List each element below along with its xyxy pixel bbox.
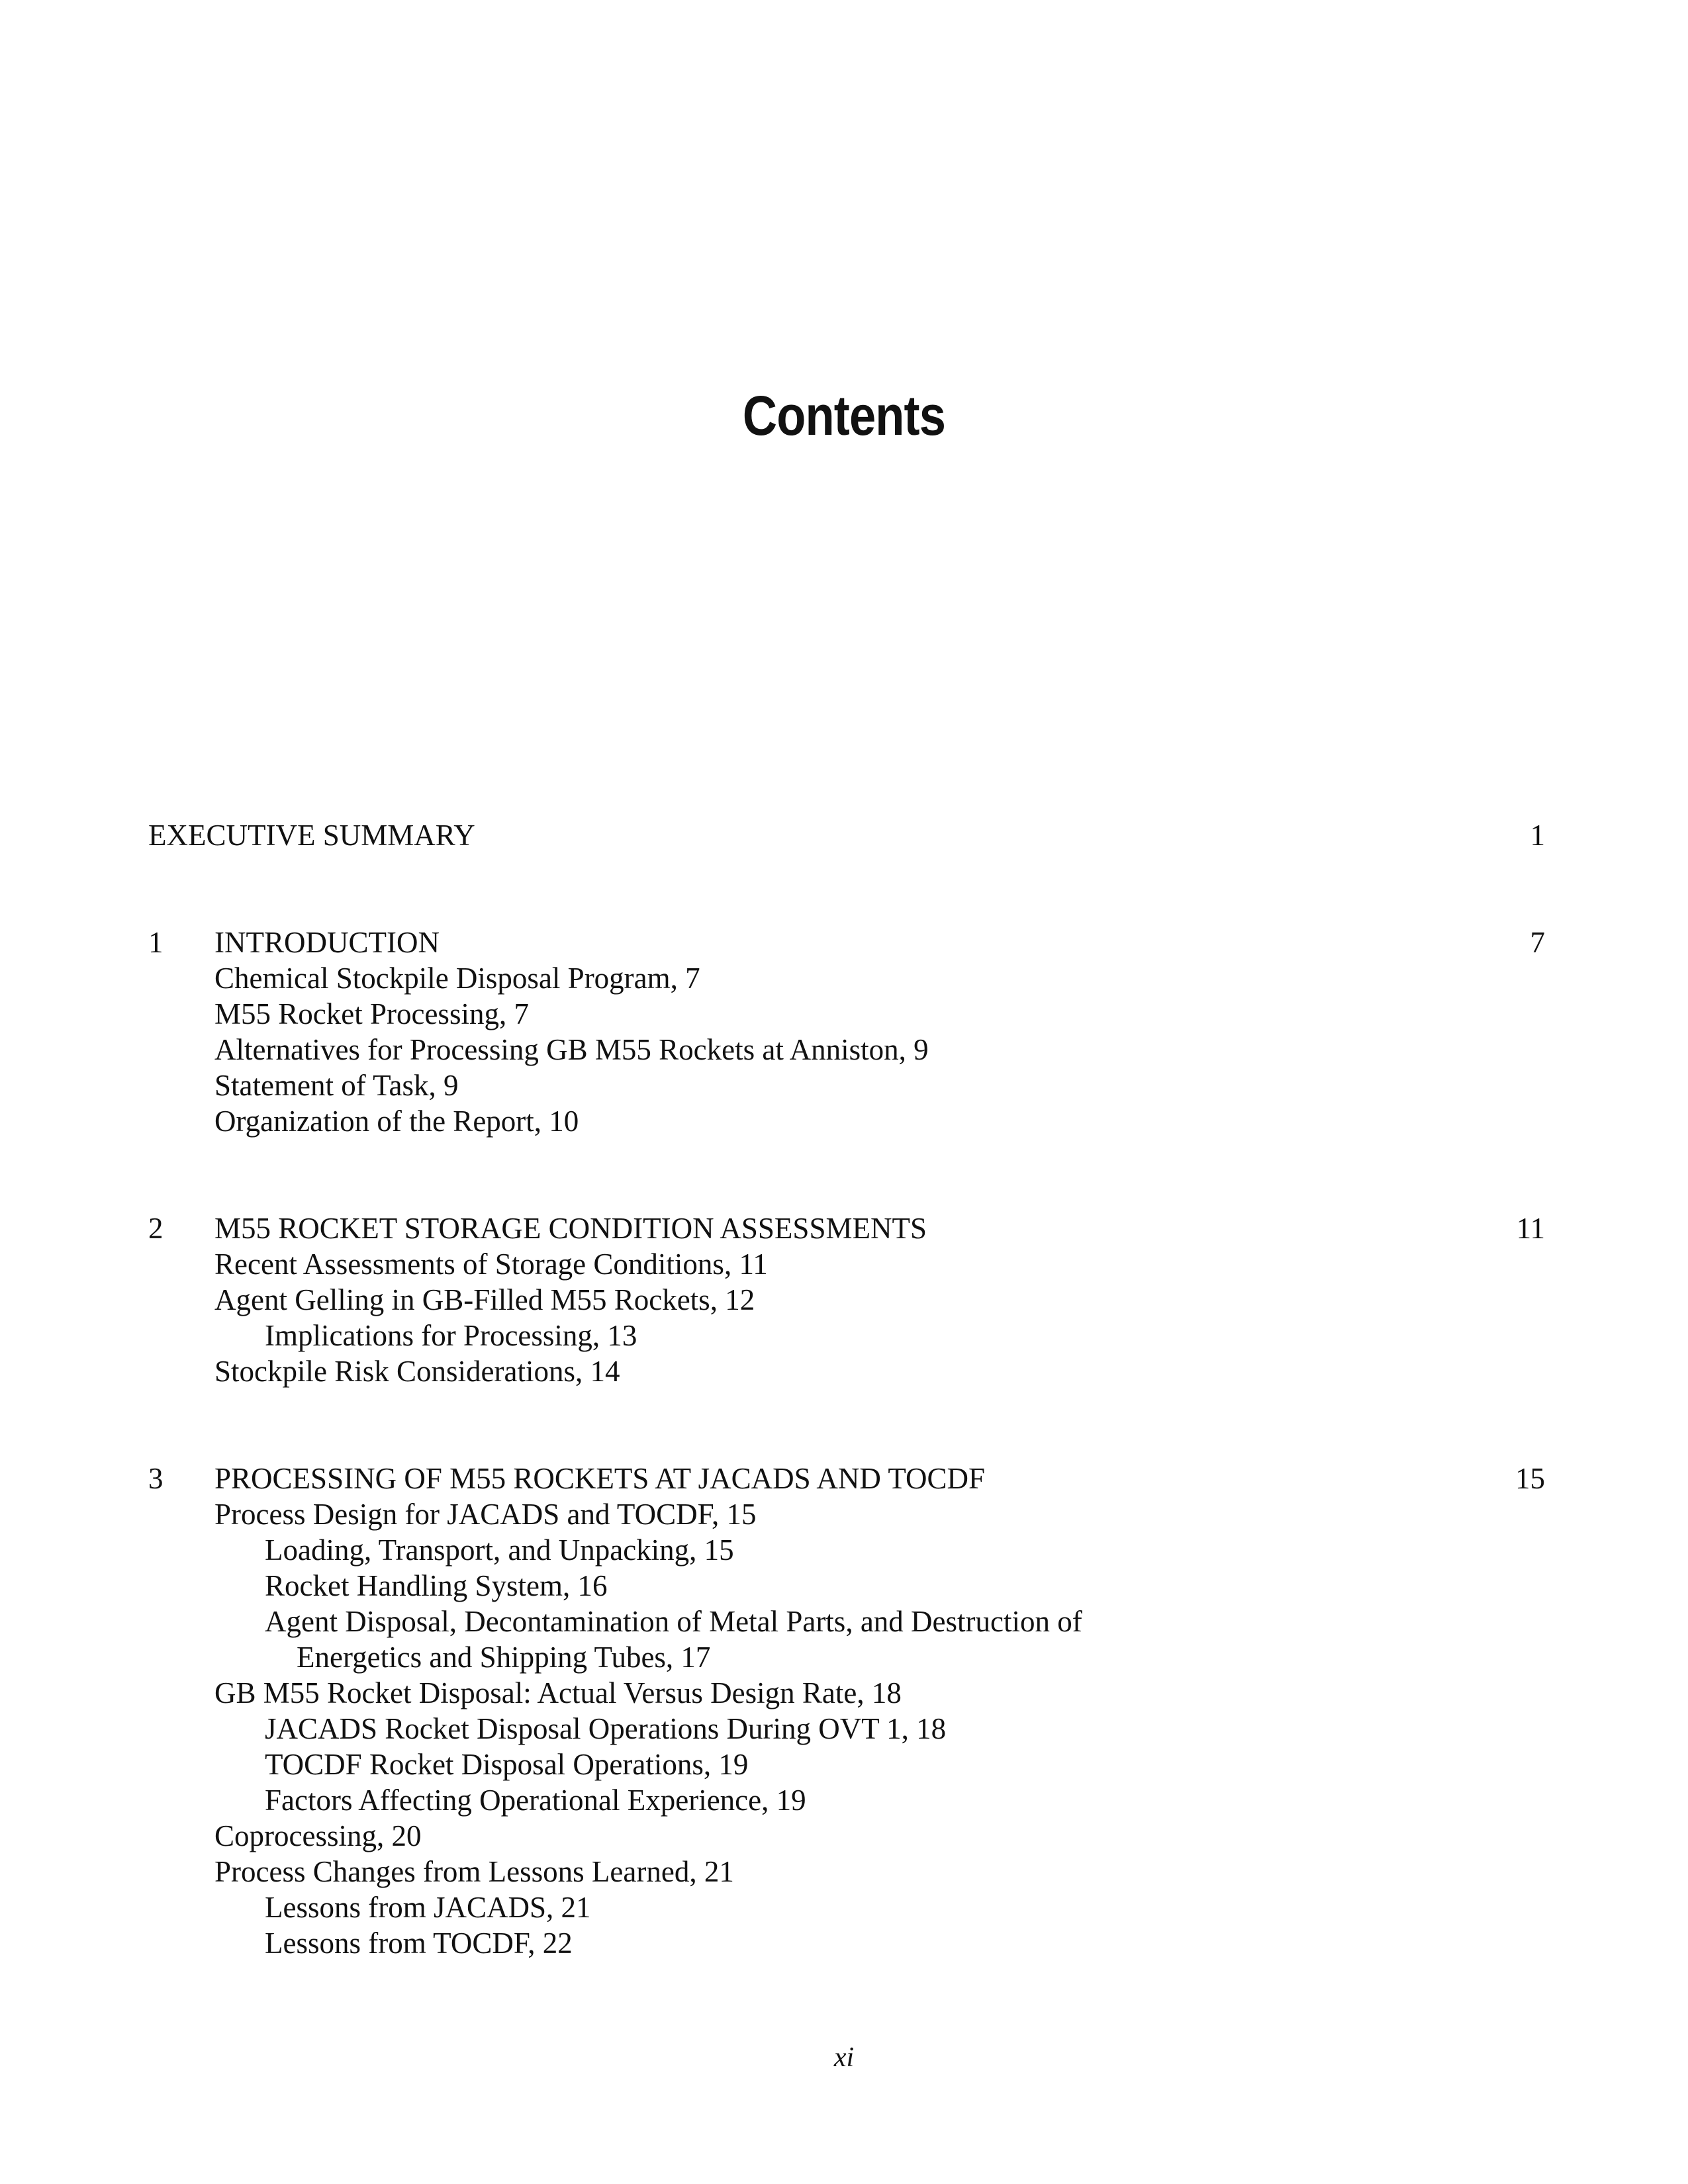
section-number: 3 <box>148 1462 164 1495</box>
toc-section-heading[interactable] <box>148 817 1545 853</box>
toc-entry[interactable]: JACADS Rocket Disposal Operations During OVT 1, 18 <box>265 1712 947 1745</box>
toc-entry[interactable]: Process Changes from Lessons Learned, 21 <box>214 1855 734 1888</box>
toc-entry[interactable]: Agent Gelling in GB-Filled M55 Rockets, 12 <box>214 1283 755 1316</box>
section-page-number: 15 <box>1515 1462 1545 1495</box>
section-page-number: 7 <box>1530 926 1545 959</box>
toc-entry[interactable]: Lessons from JACADS, 21 <box>265 1891 591 1924</box>
toc-section-heading[interactable] <box>148 1461 1545 1496</box>
page-folio: xi <box>833 2042 855 2073</box>
toc-entry-list <box>148 960 1545 1139</box>
toc-entry-list <box>148 1496 1545 1961</box>
toc-entry[interactable]: Organization of the Report, 10 <box>214 1105 579 1138</box>
toc-entry[interactable]: Energetics and Shipping Tubes, 17 <box>297 1641 711 1674</box>
section-title: PROCESSING OF M55 ROCKETS AT JACADS AND TOCDF <box>214 1462 986 1495</box>
toc-section-2 <box>148 1210 1545 1389</box>
toc-entry[interactable]: TOCDF Rocket Disposal Operations, 19 <box>265 1748 749 1781</box>
toc-section-1 <box>148 925 1545 1139</box>
toc-entry[interactable]: Loading, Transport, and Unpacking, 15 <box>265 1533 734 1567</box>
toc-entry[interactable]: Implications for Processing, 13 <box>265 1319 637 1352</box>
toc-section-3 <box>148 1461 1545 1961</box>
toc-entry[interactable]: Rocket Handling System, 16 <box>265 1569 608 1602</box>
toc-entry[interactable]: Agent Disposal, Decontamination of Metal Parts, and Destruction of <box>265 1605 1082 1638</box>
toc-entry[interactable]: Lessons from TOCDF, 22 <box>265 1927 573 1960</box>
toc-section-heading[interactable] <box>148 925 1545 960</box>
toc-entry[interactable]: Stockpile Risk Considerations, 14 <box>214 1355 620 1388</box>
section-title: INTRODUCTION <box>214 926 440 959</box>
section-page-number: 1 <box>1530 819 1545 852</box>
toc-entry[interactable]: Chemical Stockpile Disposal Program, 7 <box>214 962 700 995</box>
toc-section-executive-summary <box>148 817 1545 853</box>
page-title: Contents <box>742 385 946 447</box>
toc-entry[interactable]: GB M55 Rocket Disposal: Actual Versus Design Rate, 18 <box>214 1676 902 1709</box>
toc-entry[interactable]: Coprocessing, 20 <box>214 1819 422 1852</box>
toc-entry[interactable]: Factors Affecting Operational Experience, 19 <box>265 1784 806 1817</box>
toc-entry[interactable]: M55 Rocket Processing, 7 <box>214 997 529 1030</box>
toc-entry[interactable]: Statement of Task, 9 <box>214 1069 459 1102</box>
table-of-contents <box>148 817 1545 1961</box>
section-number: 2 <box>148 1212 164 1245</box>
toc-entry[interactable]: Process Design for JACADS and TOCDF, 15 <box>214 1498 757 1531</box>
toc-entry[interactable]: Alternatives for Processing GB M55 Rockets at Anniston, 9 <box>214 1033 929 1066</box>
toc-entry[interactable]: Recent Assessments of Storage Conditions, 11 <box>214 1248 768 1281</box>
section-page-number: 11 <box>1516 1212 1545 1245</box>
toc-entry-list <box>148 1246 1545 1389</box>
toc-section-heading[interactable] <box>148 1210 1545 1246</box>
section-title: M55 ROCKET STORAGE CONDITION ASSESSMENTS <box>214 1212 927 1245</box>
section-number: 1 <box>148 926 164 959</box>
section-title: EXECUTIVE SUMMARY <box>148 819 475 852</box>
